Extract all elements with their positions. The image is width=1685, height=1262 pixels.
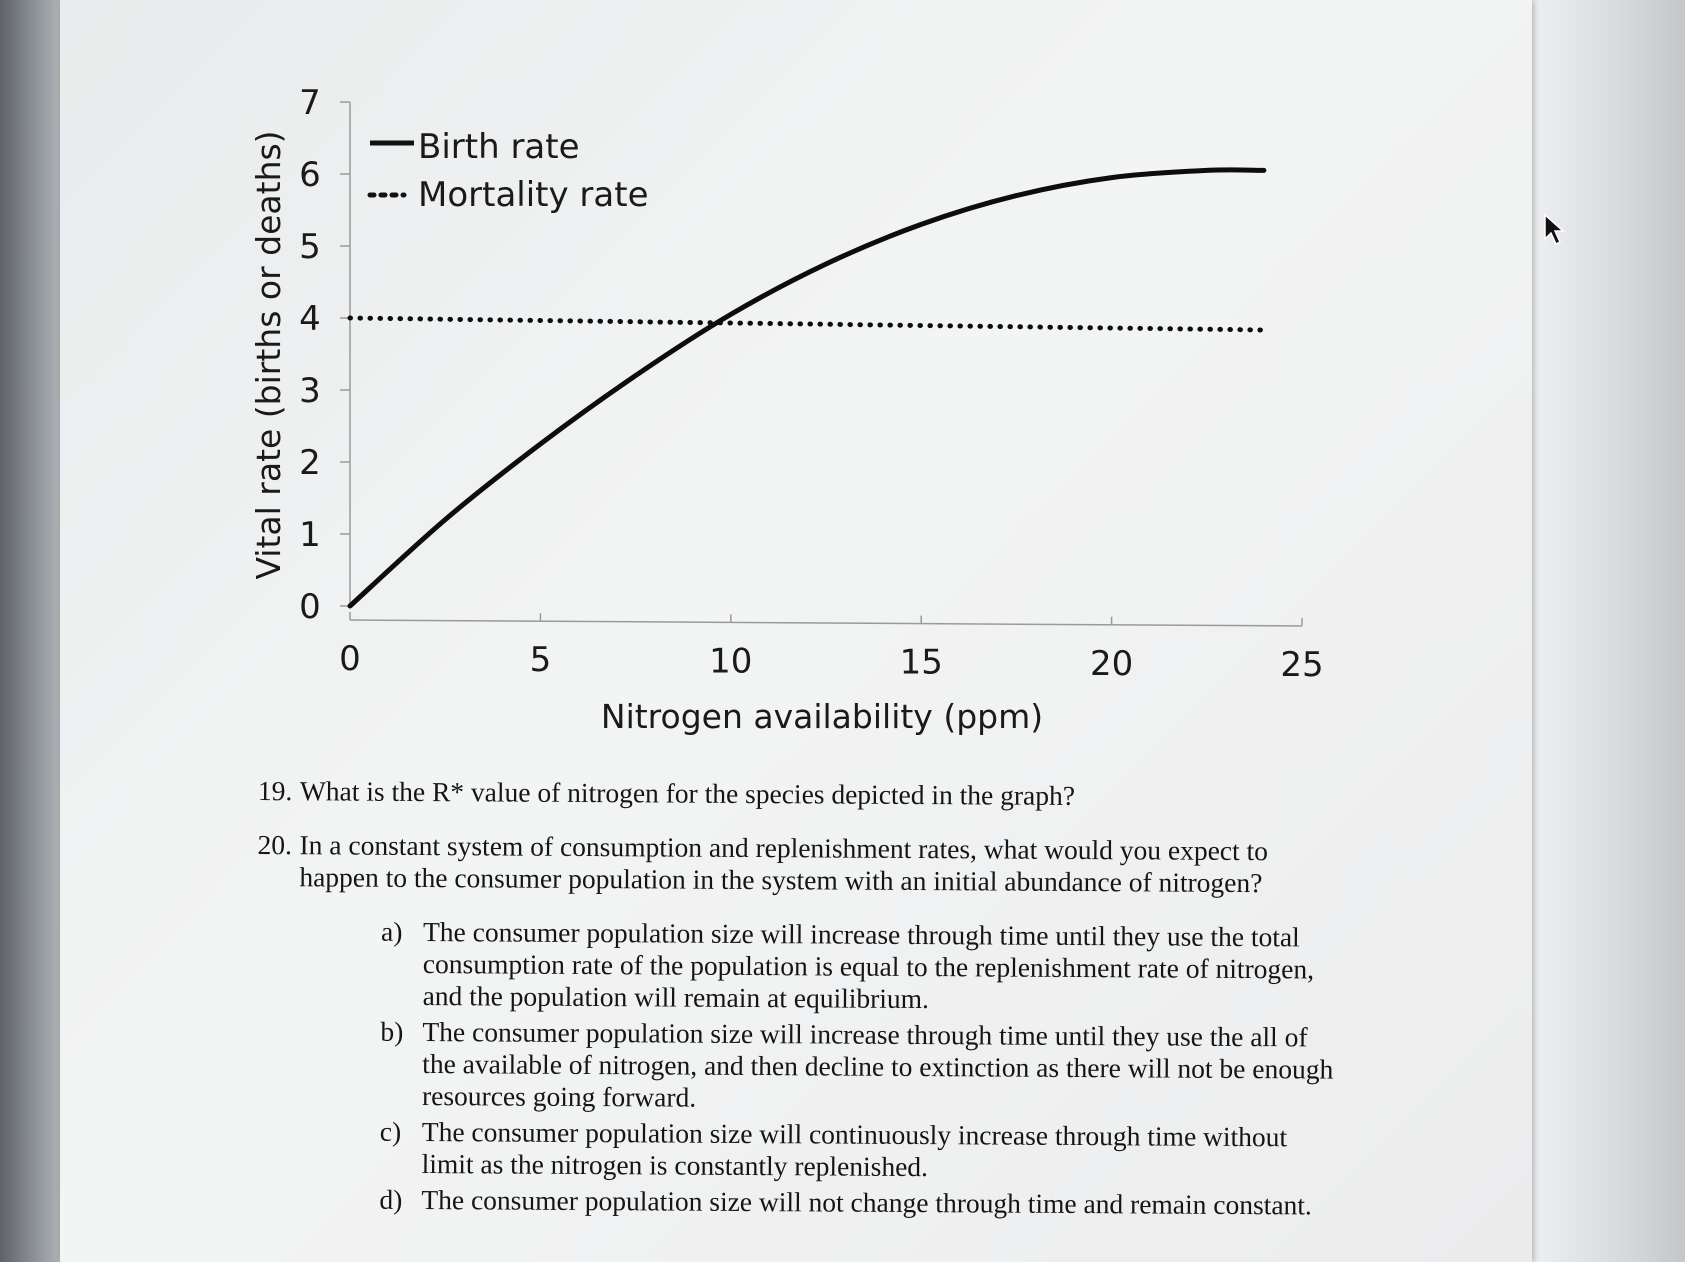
question-number: 19. [257, 775, 293, 807]
x-axis-line [350, 620, 1302, 626]
answer-option-a[interactable] [381, 916, 1338, 1018]
x-tick-label: 20 [1089, 643, 1134, 684]
series-mortality-rate-line [350, 318, 1264, 330]
y-tick-label: 6 [299, 155, 321, 195]
question-text: What is the R* value of nitrogen for the species depicted in the graph? [299, 775, 1076, 811]
question-text: In a constant system of consumption and replenishment rates, what would you expect to happen to the consumer population in the system with an initial abundance of nitrogen? [299, 829, 1269, 899]
option-text: The consumer population size will increase through time until they use the total consumption rate of the population is equal to the replenishment rate of nitrogen, and the population will remain at equilibrium. [422, 916, 1315, 1015]
x-tick-label: 15 [899, 642, 943, 683]
series-birth-rate-line [350, 170, 1264, 606]
y-tick-label: 2 [299, 443, 321, 483]
option-text: The consumer population size will continuously increase through time without limit as the nitrogen is constantly replenished. [421, 1116, 1288, 1183]
x-axis [350, 620, 1302, 626]
question-number: 20. [257, 828, 293, 861]
x-tick-label: 5 [529, 640, 552, 681]
y-tick-label: 4 [299, 299, 321, 339]
option-letter: c) [379, 1115, 402, 1147]
option-letter: b) [380, 1015, 404, 1047]
y-tick-label: 0 [299, 587, 321, 627]
y-tick-label: 3 [299, 371, 321, 411]
x-tick-label: 10 [709, 641, 753, 682]
legend [370, 127, 649, 215]
question-block [255, 775, 1338, 1244]
answer-option-c[interactable] [380, 1116, 1336, 1186]
question-19 [258, 775, 1338, 814]
option-letter: a) [380, 915, 403, 947]
y-tick-label: 5 [299, 227, 321, 267]
answer-option-d[interactable] [379, 1184, 1335, 1222]
option-text: The consumer population size will increase through time until they use the all of the available of nitrogen, and then decline to extinction as there will not be enough resources going forward. [421, 1016, 1334, 1113]
option-letter: d) [379, 1183, 403, 1215]
x-tick-label: 0 [339, 639, 361, 679]
y-tick-label: 7 [299, 83, 321, 123]
mouse-pointer-icon [1543, 213, 1567, 247]
answer-option-b[interactable] [380, 1016, 1337, 1118]
x-tick-label: 25 [1280, 645, 1324, 685]
question-20 [255, 829, 1337, 1222]
answer-options [297, 915, 1337, 1221]
option-text: The consumer population size will not change through time and remain constant. [421, 1184, 1312, 1221]
y-tick-label: 1 [299, 515, 321, 555]
legend-mortality-label: Mortality rate [418, 175, 649, 215]
series-layer [350, 170, 1264, 606]
x-axis-title: Nitrogen availability (ppm) [600, 697, 1044, 736]
y-tick-labels [299, 83, 350, 627]
legend-birth-label: Birth rate [418, 127, 580, 167]
y-axis-title: Vital rate (births or deaths) [249, 130, 288, 580]
